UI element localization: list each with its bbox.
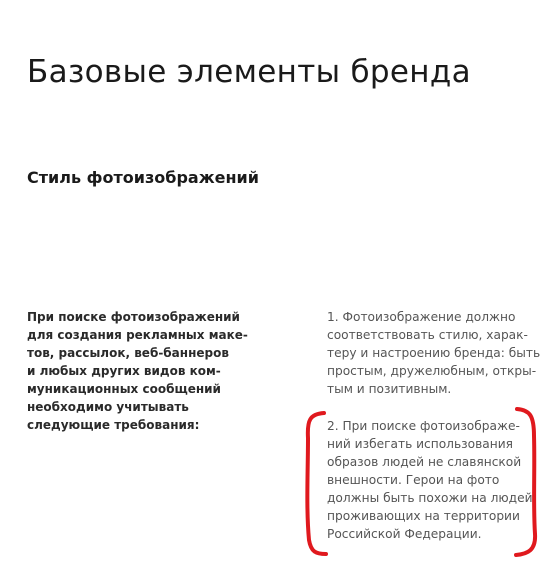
requirement-line: теру и настроению бренда: быть xyxy=(327,346,541,360)
intro-line: следующие требования: xyxy=(27,418,200,432)
requirement-line: 2. При поиске фотоизображе- xyxy=(327,419,520,433)
requirement-line: простым, дружелюбным, откры- xyxy=(327,364,537,378)
intro-paragraph xyxy=(27,308,277,434)
intro-line: необходимо учитывать xyxy=(27,400,189,414)
requirement-line: ний избегать использования xyxy=(327,437,513,451)
intro-line: муникационных сообщений xyxy=(27,382,221,396)
requirement-line: должны быть похожи на людей, xyxy=(327,491,537,505)
intro-line: для создания рекламных маке- xyxy=(27,328,248,342)
requirement-line: внешности. Герои на фото xyxy=(327,473,500,487)
intro-line: тов, рассылок, веб-баннеров xyxy=(27,346,229,360)
section-title: Стиль фотоизображений xyxy=(27,168,259,187)
requirement-1 xyxy=(327,308,552,398)
requirement-line: образов людей не славянской xyxy=(327,455,522,469)
intro-line: и любых других видов ком- xyxy=(27,364,221,378)
requirement-2 xyxy=(327,417,552,543)
requirement-line: соответствовать стилю, харак- xyxy=(327,328,528,342)
requirement-line: проживающих на территории xyxy=(327,509,520,523)
page-title: Базовые элементы бренда xyxy=(27,54,471,90)
requirement-line: тым и позитивным. xyxy=(327,382,452,396)
requirement-line: Российской Федерации. xyxy=(327,527,482,541)
left-bracket-stroke xyxy=(307,413,326,554)
intro-line: При поиске фотоизображений xyxy=(27,310,240,324)
requirement-line: 1. Фотоизображение должно xyxy=(327,310,516,324)
